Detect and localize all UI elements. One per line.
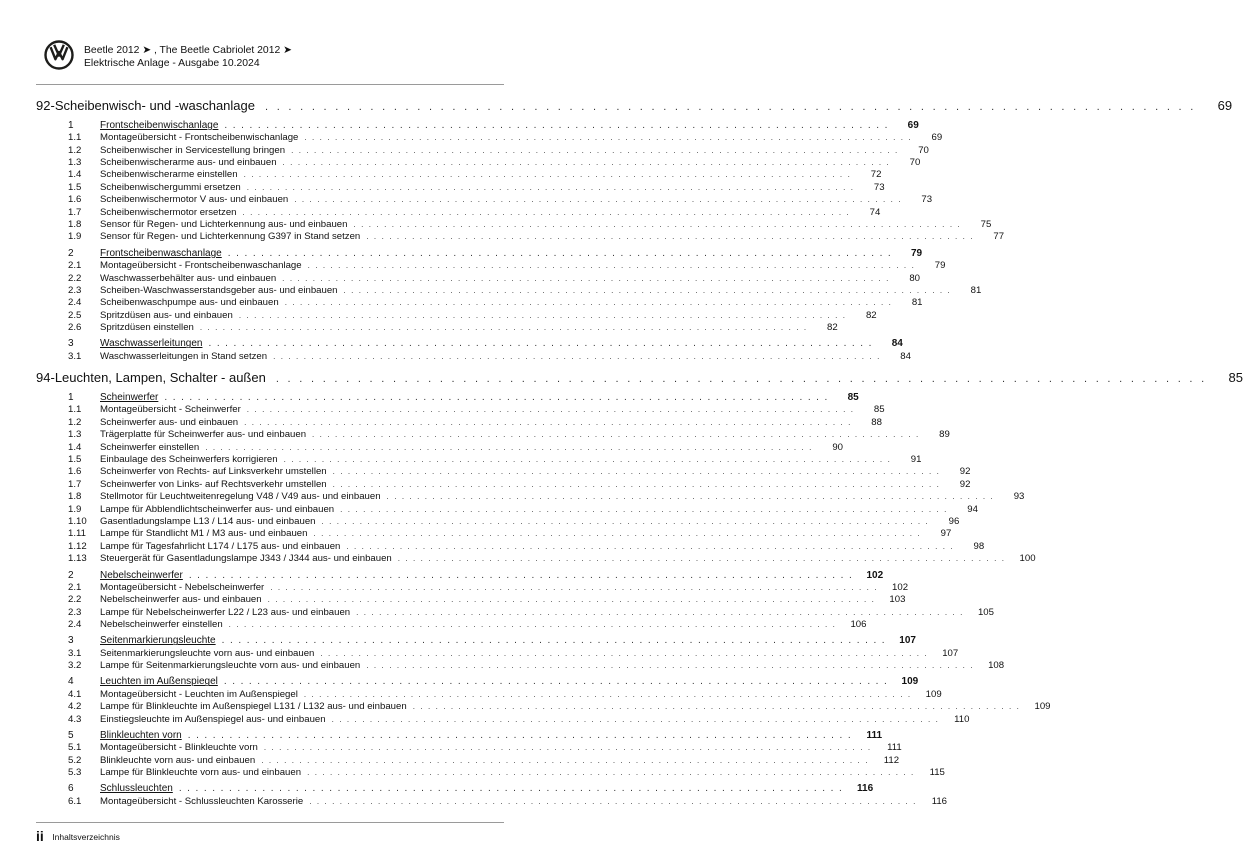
- toc-item-title: Scheinwerfer einstellen: [100, 441, 200, 453]
- dot-leader: . . . . . . . . . . . . . . . . . . . . . . . . . . . . . . . . . . . . . . . . . . . . . . . . . . . . . . . . . . . . . . . . . . . . . . . . . . . . . . . .: [320, 648, 929, 658]
- toc-item-title: Lampe für Nebelscheinwerfer L22 / L23 aus- und einbauen: [100, 606, 351, 618]
- toc-section[interactable]: [36, 337, 903, 350]
- toc-item[interactable]: [36, 284, 982, 297]
- dot-leader: . . . . . . . . . . . . . . . . . . . . . . . . . . . . . . . . . . . . . . . . . . . . . . . . . . . . . . . . . . . . . . . . . . . . . . . . . . . . . . . .: [343, 285, 952, 295]
- toc-section-page: 69: [907, 120, 919, 131]
- toc-item-number: 1.7: [68, 478, 82, 490]
- toc-item-title: Montageübersicht - Leuchten im Außenspiegel: [100, 688, 298, 700]
- dot-leader: . . . . . . . . . . . . . . . . . . . . . . . . . . . . . . . . . . . . . . . . . . . . . . . . . . . . . . . . . . . . . . . . . . . . . . . . . . . . . . . .: [221, 635, 886, 647]
- footer-rule: [36, 822, 504, 823]
- dot-leader: . . . . . . . . . . . . . . . . . . . . . . . . . . . . . . . . . . . . . . . . . . . . . . . . . . . . . . . . . . . . . . . . . . . . . . . . . . . . . . . .: [267, 595, 876, 605]
- dot-leader: . . . . . . . . . . . . . . . . . . . . . . . . . . . . . . . . . . . . . . . . . . . . . . . . . . . . . . . . . . . . . . . . . . . . . . . . . . . . . . . .: [282, 158, 891, 168]
- toc-item-number: 5.2: [68, 754, 82, 766]
- toc-item-number: 2.3: [68, 606, 82, 618]
- dot-leader: . . . . . . . . . . . . . . . . . . . . . . . . . . . . . . . . . . . . . . . . . . . . . . . . . . . . . . . . . . . . . . . . . . . . . . . . . . . . . . . .: [265, 101, 1197, 113]
- toc-item-page: 82: [865, 309, 877, 321]
- toc-item-title: Spritzdüsen einstellen: [100, 322, 194, 334]
- page-footer: [36, 828, 120, 844]
- toc-item-page: 82: [827, 322, 838, 334]
- vw-logo-icon: [44, 40, 74, 70]
- toc-item-number: 2.1: [68, 581, 82, 593]
- document-header: [84, 44, 292, 70]
- toc-item-title: Waschwasserleitungen in Stand setzen: [100, 350, 268, 362]
- toc-item-title: Montageübersicht - Frontscheibenwaschanlage: [100, 260, 302, 272]
- toc-item[interactable]: [36, 272, 920, 285]
- toc-item-page: 73: [873, 181, 885, 193]
- toc-item-number: 6.1: [68, 795, 82, 807]
- dot-leader: . . . . . . . . . . . . . . . . . . . . . . . . . . . . . . . . . . . . . . . . . . . . . . . . . . . . . . . . . . . . . . . . . . . . . . . . . . . . . . . .: [366, 661, 975, 671]
- toc-section-number: 2: [68, 247, 74, 259]
- dot-leader: . . . . . . . . . . . . . . . . . . . . . . . . . . . . . . . . . . . . . . . . . . . . . . . . . . . . . . . . . . . . . . . . . . . . . . . . . . . . . . . .: [246, 182, 855, 192]
- toc-item-page: 69: [931, 132, 943, 144]
- toc-section-page: 109: [901, 676, 919, 688]
- toc-item-number: 1.1: [68, 132, 82, 144]
- toc-chapter-number: 94: [36, 370, 51, 386]
- toc-section-number: 4: [68, 676, 74, 688]
- dot-leader: . . . . . . . . . . . . . . . . . . . . . . . . . . . . . . . . . . . . . . . . . . . . . . . . . . . . . . . . . . . . . . . . . . . . . . . . . . . . . . . .: [164, 392, 829, 404]
- dot-leader: . . . . . . . . . . . . . . . . . . . . . . . . . . . . . . . . . . . . . . . . . . . . . . . . . . . . . . . . . . . . . . . . . . . . . . . . . . . . . . . .: [223, 676, 889, 688]
- toc-item-page: 110: [954, 713, 970, 725]
- toc-item-number: 1.3: [68, 429, 82, 441]
- toc-item-title: Scheibenwischer in Servicestellung bringen: [100, 144, 286, 156]
- toc-item-number: 3.1: [68, 350, 82, 362]
- chapter-separator: -: [50, 370, 55, 386]
- toc-item[interactable]: [36, 767, 945, 779]
- toc-item[interactable]: [36, 688, 942, 701]
- toc-item-number: 5.3: [68, 767, 82, 778]
- toc-item-number: 1.11: [68, 528, 86, 540]
- toc-item-page: 108: [988, 660, 1005, 672]
- header-vehicle-line: Beetle 2012 ➤ , The Beetle Cabriolet 2012 ➤: [84, 45, 292, 56]
- toc-section-number: 1: [68, 392, 74, 404]
- toc-item-title: Sensor für Regen- und Lichterkennung aus- und einbauen: [100, 219, 348, 231]
- toc-item-page: 70: [909, 157, 921, 169]
- toc-item-number: 2.5: [68, 309, 82, 321]
- toc-item-page: 109: [1034, 701, 1051, 713]
- toc-item[interactable]: [36, 260, 946, 272]
- toc-section[interactable]: [36, 247, 923, 260]
- toc-item-page: 92: [959, 466, 971, 478]
- dot-leader: . . . . . . . . . . . . . . . . . . . . . . . . . . . . . . . . . . . . . . . . . . . . . . . . . . . . . . . . . . . . . . . . . . . . . . . . . . . . . . . .: [291, 145, 899, 155]
- toc-section-number: 6: [68, 783, 74, 795]
- toc-item-title: Scheinwerfer von Links- auf Rechtsverkehr umstellen: [100, 478, 327, 490]
- toc-item[interactable]: [36, 515, 960, 528]
- toc-item[interactable]: [36, 416, 882, 429]
- toc-item-number: 1.12: [68, 540, 87, 552]
- toc-item[interactable]: [36, 441, 844, 454]
- toc-item[interactable]: [36, 701, 1051, 713]
- toc-item[interactable]: [36, 581, 909, 594]
- toc-section-title: Schlussleuchten: [100, 783, 173, 795]
- toc-item-title: Stellmotor für Leuchtweitenregelung V48 / V49 aus- und einbauen: [100, 491, 381, 503]
- toc-item-title: Waschwasserbehälter aus- und einbauen: [100, 272, 277, 284]
- dot-leader: . . . . . . . . . . . . . . . . . . . . . . . . . . . . . . . . . . . . . . . . . . . . . . . . . . . . . . . . . . . . . . . . . . . . . . . . . . . . . . . .: [178, 783, 844, 795]
- toc-section-number: 1: [68, 120, 74, 131]
- toc-section[interactable]: [36, 729, 883, 742]
- toc-item-number: 1.5: [68, 181, 82, 193]
- dot-leader: . . . . . . . . . . . . . . . . . . . . . . . . . . . . . . . . . . . . . . . . . . . . . . . . . . . . . . . . . . . . . . . . . . . . . . . . . . . . . . . .: [224, 120, 889, 131]
- dot-leader: . . . . . . . . . . . . . . . . . . . . . . . . . . . . . . . . . . . . . . . . . . . . . . . . . . . . . . . . . . . . . . . . . . . . . . . . . . . . . . . .: [205, 442, 814, 452]
- dot-leader: . . . . . . . . . . . . . . . . . . . . . . . . . . . . . . . . . . . . . . . . . . . . . . . . . . . . . . . . . . . . . . . . . . . . . . . . . . . . . . . .: [313, 529, 922, 539]
- toc-section-page: 102: [866, 569, 884, 581]
- toc-item-number: 1.2: [68, 416, 82, 428]
- toc-item-page: 74: [869, 206, 881, 218]
- toc-item-page: 73: [921, 194, 933, 206]
- toc-item-page: 98: [973, 540, 985, 552]
- toc-item-number: 1.2: [68, 144, 82, 156]
- toc-item[interactable]: [36, 206, 881, 219]
- dot-leader: . . . . . . . . . . . . . . . . . . . . . . . . . . . . . . . . . . . . . . . . . . . . . . . . . . . . . . . . . . . . . . . . . . . . . . . . . . . . . . . .: [246, 405, 855, 415]
- toc-item-title: Sensor für Regen- und Lichterkennung G397 in Stand setzen: [100, 231, 361, 243]
- toc-item-page: 81: [911, 297, 923, 309]
- toc-item[interactable]: [36, 606, 994, 619]
- toc-item[interactable]: [36, 528, 952, 540]
- toc-item-page: 115: [929, 767, 945, 778]
- toc-item-number: 1.5: [68, 454, 82, 465]
- dot-leader: . . . . . . . . . . . . . . . . . . . . . . . . . . . . . . . . . . . . . . . . . . . . . . . . . . . . . . . . . . . . . . . . . . . . . . . . . . . . . . . .: [228, 619, 837, 629]
- toc-item-title: Gasentladungslampe L13 / L14 aus- und einbauen: [100, 515, 316, 527]
- toc-item[interactable]: [36, 742, 902, 754]
- toc-item-number: 1.1: [68, 404, 82, 416]
- toc-item-page: 85: [873, 404, 885, 416]
- toc-section-page: 84: [891, 338, 903, 350]
- dot-leader: . . . . . . . . . . . . . . . . . . . . . . . . . . . . . . . . . . . . . . . . . . . . . . . . . . . . . . . . . . . . . . . . . . . . . . . . . . . . . . . .: [304, 133, 913, 143]
- toc-item[interactable]: [36, 647, 959, 660]
- toc-item-page: 84: [900, 350, 911, 362]
- toc-item-page: 94: [967, 503, 978, 515]
- toc-item-title: Lampe für Seitenmarkierungsleuchte vorn aus- und einbauen: [100, 660, 361, 672]
- toc-item-title: Scheinwerfer von Rechts- auf Linksverkehr umstellen: [100, 466, 327, 478]
- toc-item-number: 4.2: [68, 701, 82, 713]
- toc-item-number: 4.3: [68, 713, 82, 725]
- dot-leader: . . . . . . . . . . . . . . . . . . . . . . . . . . . . . . . . . . . . . . . . . . . . . . . . . . . . . . . . . . . . . . . . . . . . . . . . . . . . . . . .: [282, 273, 890, 283]
- toc-item-page: 89: [939, 429, 950, 441]
- dot-leader: . . . . . . . . . . . . . . . . . . . . . . . . . . . . . . . . . . . . . . . . . . . . . . . . . . . . . . . . . . . . . . . . . . . . . . . . . . . . . . . .: [307, 261, 916, 271]
- toc-item[interactable]: [36, 404, 885, 416]
- dot-leader: . . . . . . . . . . . . . . . . . . . . . . . . . . . . . . . . . . . . . . . . . . . . . . . . . . . . . . . . . . . . . . . . . . . . . . . . . . . . . . . .: [187, 729, 853, 741]
- toc-item-page: 88: [871, 416, 882, 428]
- toc-section-title: Frontscheibenwaschanlage: [100, 247, 222, 259]
- toc-item-title: Scheibenwischermotor V aus- und einbauen: [100, 194, 289, 206]
- footer-page-number: ii: [36, 828, 44, 844]
- toc-chapter-number: 92: [36, 98, 51, 113]
- toc-item-number: 2.2: [68, 272, 82, 284]
- toc-item-title: Nebelscheinwerfer aus- und einbauen: [100, 594, 262, 606]
- toc-item-title: Montageübersicht - Frontscheibenwischanlage: [100, 132, 299, 144]
- toc-section-number: 5: [68, 729, 74, 741]
- toc-item-number: 5.1: [68, 742, 82, 754]
- toc-section-number: 2: [68, 569, 74, 581]
- toc-item[interactable]: [36, 429, 950, 441]
- toc-section-title: Blinkleuchten vorn: [100, 729, 182, 741]
- toc-item-number: 1.4: [68, 441, 82, 453]
- toc-item-page: 96: [948, 515, 960, 527]
- toc-item[interactable]: [36, 169, 882, 181]
- toc-item-page: 79: [934, 260, 946, 272]
- dot-leader: . . . . . . . . . . . . . . . . . . . . . . . . . . . . . . . . . . . . . . . . . . . . . . . . . . . . . . . . . . . . . . . . . . . . . . . . . . . . . . . .: [332, 479, 941, 489]
- toc-item[interactable]: [36, 491, 1025, 503]
- dot-leader: . . . . . . . . . . . . . . . . . . . . . . . . . . . . . . . . . . . . . . . . . . . . . . . . . . . . . . . . . . . . . . . . . . . . . . . . . . . . . . . .: [263, 743, 872, 753]
- toc-section[interactable]: [36, 119, 919, 132]
- toc-section-page: 116: [857, 783, 874, 795]
- toc-item-title: Montageübersicht - Scheinwerfer: [100, 404, 241, 416]
- toc-item-page: 90: [832, 441, 844, 453]
- toc-item-number: 1.9: [68, 503, 82, 515]
- toc-section[interactable]: [36, 634, 916, 647]
- toc-section[interactable]: [36, 569, 884, 582]
- toc-item-title: Seitenmarkierungsleuchte vorn aus- und einbauen: [100, 647, 315, 659]
- toc-item-title: Lampe für Blinkleuchte im Außenspiegel L131 / L132 aus- und einbauen: [100, 701, 407, 713]
- dot-leader: . . . . . . . . . . . . . . . . . . . . . . . . . . . . . . . . . . . . . . . . . . . . . . . . . . . . . . . . . . . . . . . . . . . . . . . . . . . . . . . .: [303, 689, 912, 699]
- toc-item-number: 1.8: [68, 219, 82, 231]
- toc-item-page: 100: [1019, 553, 1036, 565]
- toc-item-page: 105: [977, 606, 994, 618]
- toc-item-title: Spritzdüsen aus- und einbauen: [100, 309, 233, 321]
- toc-item-number: 1.8: [68, 491, 82, 503]
- toc-item-number: 1.10: [68, 515, 87, 527]
- dot-leader: . . . . . . . . . . . . . . . . . . . . . . . . . . . . . . . . . . . . . . . . . . . . . . . . . . . . . . . . . . . . . . . . . . . . . . . . . . . . . . . .: [346, 541, 955, 551]
- toc-item[interactable]: [36, 713, 970, 726]
- toc-item-number: 2.2: [68, 594, 82, 606]
- dot-leader: . . . . . . . . . . . . . . . . . . . . . . . . . . . . . . . . . . . . . . . . . . . . . . . . . . . . . . . . . . . . . . . . . . . . . . . . . . . . . . . .: [340, 504, 948, 514]
- header-rule: [36, 84, 504, 85]
- footer-section-name: Inhaltsverzeichnis: [52, 832, 120, 842]
- toc-item-page: 80: [909, 272, 920, 284]
- toc-item-title: Nebelscheinwerfer einstellen: [100, 618, 223, 630]
- dot-leader: . . . . . . . . . . . . . . . . . . . . . . . . . . . . . . . . . . . . . . . . . . . . . . . . . . . . . . . . . . . . . . . . . . . . . . . . . . . . . . . .: [270, 582, 879, 592]
- toc-item-page: 97: [940, 528, 952, 540]
- dot-leader: . . . . . . . . . . . . . . . . . . . . . . . . . . . . . . . . . . . . . . . . . . . . . . . . . . . . . . . . . . . . . . . . . . . . . . . . . . . . . . . .: [353, 220, 962, 230]
- dot-leader: . . . . . . . . . . . . . . . . . . . . . . . . . . . . . . . . . . . . . . . . . . . . . . . . . . . . . . . . . . . . . . . . . . . . . . . . . . . . . . . .: [321, 516, 930, 526]
- toc-item-title: Lampe für Blinkleuchte vorn aus- und einbauen: [100, 767, 302, 778]
- toc-item-title: Steuergerät für Gasentladungslampe J343 / J344 aus- und einbauen: [100, 553, 392, 565]
- toc-item[interactable]: [36, 660, 1005, 672]
- toc-item-number: 2.3: [68, 284, 82, 296]
- toc-item-title: Lampe für Tagesfahrlicht L174 / L175 aus- und einbauen: [100, 540, 341, 552]
- toc-item[interactable]: [36, 132, 943, 144]
- toc-item-page: 102: [892, 581, 909, 593]
- toc-section-page: 107: [899, 635, 916, 647]
- toc-section-page: 111: [866, 729, 883, 741]
- toc-chapter[interactable]: [36, 367, 1243, 388]
- toc-item[interactable]: [36, 553, 1036, 565]
- toc-item-title: Montageübersicht - Schlussleuchten Karosserie: [100, 795, 304, 807]
- header-edition-line: Elektrische Anlage - Ausgabe 10.2024: [84, 58, 260, 69]
- toc-item-title: Scheibenwischermotor ersetzen: [100, 206, 237, 218]
- toc-item-page: 81: [970, 284, 982, 296]
- dot-leader: . . . . . . . . . . . . . . . . . . . . . . . . . . . . . . . . . . . . . . . . . . . . . . . . . . . . . . . . . . . . . . . . . . . . . . . . . . . . . . . .: [332, 467, 941, 477]
- toc-item-number: 1.4: [68, 169, 82, 181]
- dot-leader: . . . . . . . . . . . . . . . . . . . . . . . . . . . . . . . . . . . . . . . . . . . . . . . . . . . . . . . . . . . . . . . . . . . . . . . . . . . . . . . .: [284, 298, 893, 308]
- dot-leader: . . . . . . . . . . . . . . . . . . . . . . . . . . . . . . . . . . . . . . . . . . . . . . . . . . . . . . . . . . . . . . . . . . . . . . . . . . . . . . . .: [244, 417, 852, 427]
- toc-item-title: Scheiben-Waschwasserstandsgeber aus- und einbauen: [100, 284, 338, 296]
- toc-item[interactable]: [36, 618, 867, 631]
- toc-item[interactable]: [36, 144, 929, 157]
- toc-item-title: Lampe für Standlicht M1 / M3 aus- und einbauen: [100, 528, 308, 540]
- toc-section-page: 85: [847, 392, 859, 404]
- dot-leader: . . . . . . . . . . . . . . . . . . . . . . . . . . . . . . . . . . . . . . . . . . . . . . . . . . . . . . . . . . . . . . . . . . . . . . . . . . . . . . . .: [309, 796, 917, 806]
- toc-item-title: Lampe für Abblendlichtscheinwerfer aus- und einbauen: [100, 503, 335, 515]
- toc-section[interactable]: [36, 782, 874, 795]
- toc-section-title: Nebelscheinwerfer: [100, 569, 183, 581]
- toc-section-title: Scheinwerfer: [100, 392, 159, 404]
- toc-item[interactable]: [36, 503, 978, 516]
- toc-item[interactable]: [36, 795, 947, 808]
- toc-item-number: 2.4: [68, 297, 82, 309]
- toc-section-number: 3: [68, 338, 74, 350]
- dot-leader: . . . . . . . . . . . . . . . . . . . . . . . . . . . . . . . . . . . . . . . . . . . . . . . . . . . . . . . . . . . . . . . . . . . . . . . . . . . . . . . .: [261, 755, 870, 765]
- toc-item[interactable]: [36, 454, 922, 466]
- toc-item-page: 70: [918, 144, 929, 156]
- dot-leader: . . . . . . . . . . . . . . . . . . . . . . . . . . . . . . . . . . . . . . . . . . . . . . . . . . . . . . . . . . . . . . . . . . . . . . . . . . . . . . . .: [366, 232, 975, 242]
- toc-item-number: 3.2: [68, 660, 82, 672]
- dot-leader: . . . . . . . . . . . . . . . . . . . . . . . . . . . . . . . . . . . . . . . . . . . . . . . . . . . . . . . . . . . . . . . . . . . . . . . . . . . . . . . .: [397, 554, 1006, 564]
- toc-section[interactable]: [36, 675, 919, 688]
- toc-item-number: 4.1: [68, 688, 82, 700]
- toc-section-page: 79: [910, 247, 923, 259]
- toc-item[interactable]: [36, 194, 933, 206]
- toc-item[interactable]: [36, 322, 838, 334]
- toc-item-title: Scheibenwischerarme einstellen: [100, 169, 238, 181]
- toc-item[interactable]: [36, 157, 921, 169]
- toc-item-title: Scheibenwischergummi ersetzen: [100, 181, 241, 193]
- toc-item-number: 1.6: [68, 466, 82, 478]
- toc-chapter-title: Scheibenwisch- und -waschanlage: [54, 98, 255, 113]
- toc-item-page: 107: [942, 647, 959, 659]
- toc-item-title: Trägerplatte für Scheinwerfer aus- und einbauen: [100, 429, 307, 441]
- toc-item-title: Blinkleuchte vorn aus- und einbauen: [100, 754, 256, 766]
- dot-leader: . . . . . . . . . . . . . . . . . . . . . . . . . . . . . . . . . . . . . . . . . . . . . . . . . . . . . . . . . . . . . . . . . . . . . . . . . . . . . . . .: [386, 492, 995, 502]
- dot-leader: . . . . . . . . . . . . . . . . . . . . . . . . . . . . . . . . . . . . . . . . . . . . . . . . . . . . . . . . . . . . . . . . . . . . . . . . . . . . . . . .: [331, 714, 940, 724]
- toc-item[interactable]: [36, 350, 911, 363]
- toc-section-title: Frontscheibenwischanlage: [100, 120, 219, 131]
- toc-item[interactable]: [36, 754, 900, 767]
- toc-item-page: 111: [887, 742, 902, 754]
- toc-item-number: 1.7: [68, 206, 82, 218]
- chapter-separator: -: [50, 98, 55, 113]
- toc-section[interactable]: [36, 391, 859, 404]
- toc-item-number: 3.1: [68, 647, 82, 659]
- toc-item-page: 93: [1013, 491, 1025, 503]
- toc-item-page: 72: [870, 169, 882, 181]
- toc-section-number: 3: [68, 635, 74, 647]
- dot-leader: . . . . . . . . . . . . . . . . . . . . . . . . . . . . . . . . . . . . . . . . . . . . . . . . . . . . . . . . . . . . . . . . . . . . . . . . . . . . . . . .: [227, 247, 893, 259]
- toc-item-number: 2.1: [68, 260, 82, 272]
- dot-leader: . . . . . . . . . . . . . . . . . . . . . . . . . . . . . . . . . . . . . . . . . . . . . . . . . . . . . . . . . . . . . . . . . . . . . . . . . . . . . . . .: [208, 338, 873, 350]
- dot-leader: . . . . . . . . . . . . . . . . . . . . . . . . . . . . . . . . . . . . . . . . . . . . . . . . . . . . . . . . . . . . . . . . . . . . . . . . . . . . . . . .: [307, 768, 915, 777]
- toc-item-page: 77: [993, 231, 1005, 243]
- table-of-contents: [36, 91, 1243, 808]
- dot-leader: . . . . . . . . . . . . . . . . . . . . . . . . . . . . . . . . . . . . . . . . . . . . . . . . . . . . . . . . . . . . . . . . . . . . . . . . . . . . . . . .: [294, 195, 903, 205]
- toc-item-page: 109: [925, 688, 942, 700]
- dot-leader: . . . . . . . . . . . . . . . . . . . . . . . . . . . . . . . . . . . . . . . . . . . . . . . . . . . . . . . . . . . . . . . . . . . . . . . . . . . . . . . .: [199, 323, 808, 333]
- dot-leader: . . . . . . . . . . . . . . . . . . . . . . . . . . . . . . . . . . . . . . . . . . . . . . . . . . . . . . . . . . . . . . . . . . . . . . . . . . . . . . . .: [242, 207, 851, 217]
- toc-item-number: 1.3: [68, 157, 82, 169]
- toc-item-title: Montageübersicht - Blinkleuchte vorn: [100, 742, 258, 754]
- dot-leader: . . . . . . . . . . . . . . . . . . . . . . . . . . . . . . . . . . . . . . . . . . . . . . . . . . . . . . . . . . . . . . . . . . . . . . . . . . . . . . . .: [273, 351, 881, 361]
- toc-item[interactable]: [36, 594, 906, 606]
- toc-section-title: Leuchten im Außenspiegel: [100, 676, 218, 688]
- toc-chapter[interactable]: [36, 95, 1233, 116]
- dot-leader: . . . . . . . . . . . . . . . . . . . . . . . . . . . . . . . . . . . . . . . . . . . . . . . . . . . . . . . . . . . . . . . . . . . . . . . . . . . . . . . .: [356, 607, 964, 617]
- toc-item-page: 112: [883, 754, 900, 766]
- toc-section-title: Seitenmarkierungsleuchte: [100, 635, 216, 647]
- toc-item[interactable]: [36, 181, 885, 194]
- toc-item-title: Scheibenwischerarme aus- und einbauen: [100, 157, 277, 169]
- dot-leader: . . . . . . . . . . . . . . . . . . . . . . . . . . . . . . . . . . . . . . . . . . . . . . . . . . . . . . . . . . . . . . . . . . . . . . . . . . . . . . . .: [283, 455, 892, 464]
- dot-leader: . . . . . . . . . . . . . . . . . . . . . . . . . . . . . . . . . . . . . . . . . . . . . . . . . . . . . . . . . . . . . . . . . . . . . . . . . . . . . . . .: [312, 430, 920, 440]
- toc-item-number: 1.6: [68, 194, 82, 206]
- dot-leader: . . . . . . . . . . . . . . . . . . . . . . . . . . . . . . . . . . . . . . . . . . . . . . . . . . . . . . . . . . . . . . . . . . . . . . . . . . . . . . . .: [238, 310, 847, 320]
- toc-item-page: 116: [931, 795, 947, 807]
- toc-item[interactable]: [36, 309, 877, 322]
- toc-item-page: 75: [980, 219, 992, 231]
- toc-item[interactable]: [36, 219, 992, 231]
- toc-item-number: 2.6: [68, 322, 82, 334]
- toc-section-title: Waschwasserleitungen: [100, 338, 203, 350]
- toc-item[interactable]: [36, 297, 923, 309]
- dot-leader: . . . . . . . . . . . . . . . . . . . . . . . . . . . . . . . . . . . . . . . . . . . . . . . . . . . . . . . . . . . . . . . . . . . . . . . . . . . . . . . .: [412, 702, 1021, 712]
- toc-item-page: 92: [959, 478, 971, 490]
- toc-item-page: 106: [850, 618, 867, 630]
- toc-item-title: Einbaulage des Scheinwerfers korrigieren: [100, 454, 278, 465]
- toc-item-title: Scheinwerfer aus- und einbauen: [100, 416, 239, 428]
- toc-item-page: 103: [889, 594, 906, 606]
- dot-leader: . . . . . . . . . . . . . . . . . . . . . . . . . . . . . . . . . . . . . . . . . . . . . . . . . . . . . . . . . . . . . . . . . . . . . . . . . . . . . . . .: [243, 170, 852, 180]
- toc-item[interactable]: [36, 478, 971, 491]
- toc-item-number: 1.9: [68, 231, 82, 243]
- toc-item-title: Einstiegsleuchte im Außenspiegel aus- und einbauen: [100, 713, 326, 725]
- toc-item-number: 2.4: [68, 618, 82, 630]
- toc-chapter-page: 69: [1217, 98, 1233, 113]
- toc-chapter-title: Leuchten, Lampen, Schalter - außen: [54, 370, 266, 386]
- toc-item[interactable]: [36, 540, 985, 553]
- toc-chapter-page: 85: [1228, 370, 1243, 386]
- toc-item-title: Scheibenwaschpumpe aus- und einbauen: [100, 297, 279, 309]
- toc-item-page: 91: [910, 454, 922, 465]
- dot-leader: . . . . . . . . . . . . . . . . . . . . . . . . . . . . . . . . . . . . . . . . . . . . . . . . . . . . . . . . . . . . . . . . . . . . . . . . . . . . . . . .: [188, 569, 854, 581]
- toc-item[interactable]: [36, 231, 1005, 243]
- toc-item-title: Montageübersicht - Nebelscheinwerfer: [100, 581, 265, 593]
- toc-item[interactable]: [36, 466, 971, 478]
- dot-leader: . . . . . . . . . . . . . . . . . . . . . . . . . . . . . . . . . . . . . . . . . . . . . . . . . . . . . . . . . . . . . . . . . . . . . . . . . . . . . . . .: [275, 373, 1207, 386]
- toc-item-number: 1.13: [68, 553, 87, 565]
